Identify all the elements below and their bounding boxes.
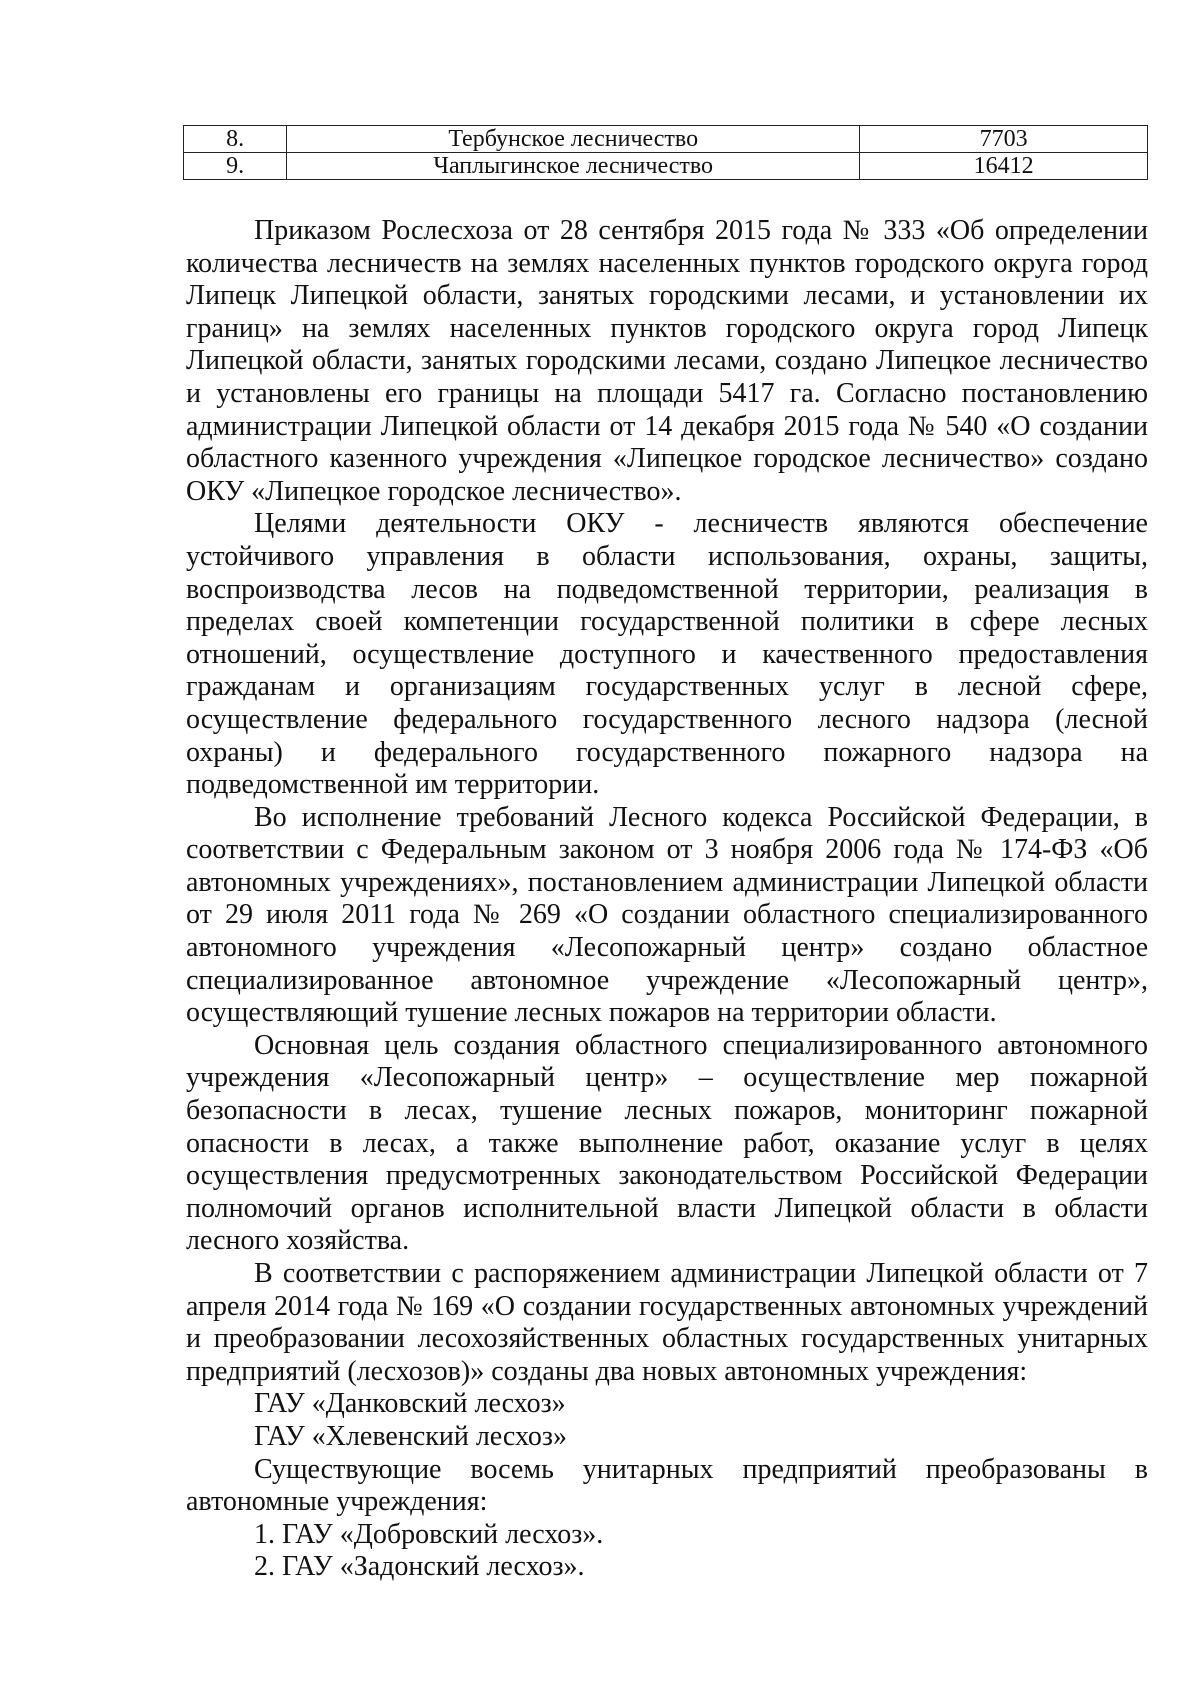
list-item: 2. ГАУ «Задонский лесхоз». <box>254 1551 585 1583</box>
table-row <box>184 153 1148 180</box>
row-number-cell: 8. <box>184 126 287 153</box>
forestry-name-cell: Тербунское лесничество <box>287 126 860 153</box>
area-cell: 7703 <box>860 126 1148 153</box>
paragraph: Во исполнение требований Лесного кодекса Российской Федерации, в соответствии с Федеральным законом от 3 ноября 2006 года № 174-ФЗ «Об автономных учреждениях», постановлением администрации Липецкой области от 29 июля 2011 года № 269 «О создании областного специализированного автономного учреждения «Лесопожарный центр» создано областное специализированное автономное учреждение «Лесопожарный центр», осуществляющий тушение лесных пожаров на территории области. <box>186 801 1148 1029</box>
list-item: 1. ГАУ «Добровский лесхоз». <box>254 1518 604 1550</box>
forestry-area-table <box>183 125 1148 180</box>
row-number-cell: 9. <box>184 153 287 180</box>
area-cell: 16412 <box>860 153 1148 180</box>
paragraph: Приказом Рослесхоза от 28 сентября 2015 года № 333 «Об определении количества лесничеств на землях населенных пунктов городского округа город Липецк Липецкой области, занятых городскими лесами, и установлении их границ» на землях населенных пунктов городского округа город Липецк Липецкой области, занятых городскими лесами, создано Липецкое лесничество и установлены его границы на площади 5417 га. Согласно постановлению администрации Липецкой области от 14 декабря 2015 года № 540 «О создании областного казенного учреждения «Липецкое городское лесничество» создано ОКУ «Липецкое городское лесничество». <box>186 215 1148 507</box>
table-row <box>184 126 1148 153</box>
paragraph: Основная цель создания областного специализированного автономного учреждения «Лесопожарный центр» – осуществление мер пожарной безопасности в лесах, тушение лесных пожаров, мониторинг пожарной опасности в лесах, а также выполнение работ, оказание услуг в целях осуществления предусмотренных законодательством Российской Федерации полномочий органов исполнительной власти Липецкой области в области лесного хозяйства. <box>186 1029 1148 1257</box>
list-item: ГАУ «Хлевенский лесхоз» <box>254 1420 567 1452</box>
paragraph: В соответствии с распоряжением администрации Липецкой области от 7 апреля 2014 года № 169 «О создании государственных автономных учреждений и преобразовании лесохозяйственных областных государственных унитарных предприятий (лесхозов)» созданы два новых автономных учреждения: <box>186 1258 1148 1387</box>
forestry-name-cell: Чаплыгинское лесничество <box>287 153 860 180</box>
paragraph: Целями деятельности ОКУ - лесничеств являются обеспечение устойчивого управления в области использования, охраны, защиты, воспроизводства лесов на подведомственной территории, реализация в пределах своей компетенции государственной политики в сфере лесных отношений, осуществление доступного и качественного предоставления гражданам и организациям государственных услуг в лесной сфере, осуществление федерального государственного лесного надзора (лесной охраны) и федерального государственного пожарного надзора на подведомственной им территории. <box>186 508 1148 801</box>
list-item: ГАУ «Данковский лесхоз» <box>254 1388 566 1420</box>
paragraph: Существующие восемь унитарных предприятий преобразованы в автономные учреждения: <box>186 1453 1148 1518</box>
document-body <box>186 215 1148 1584</box>
